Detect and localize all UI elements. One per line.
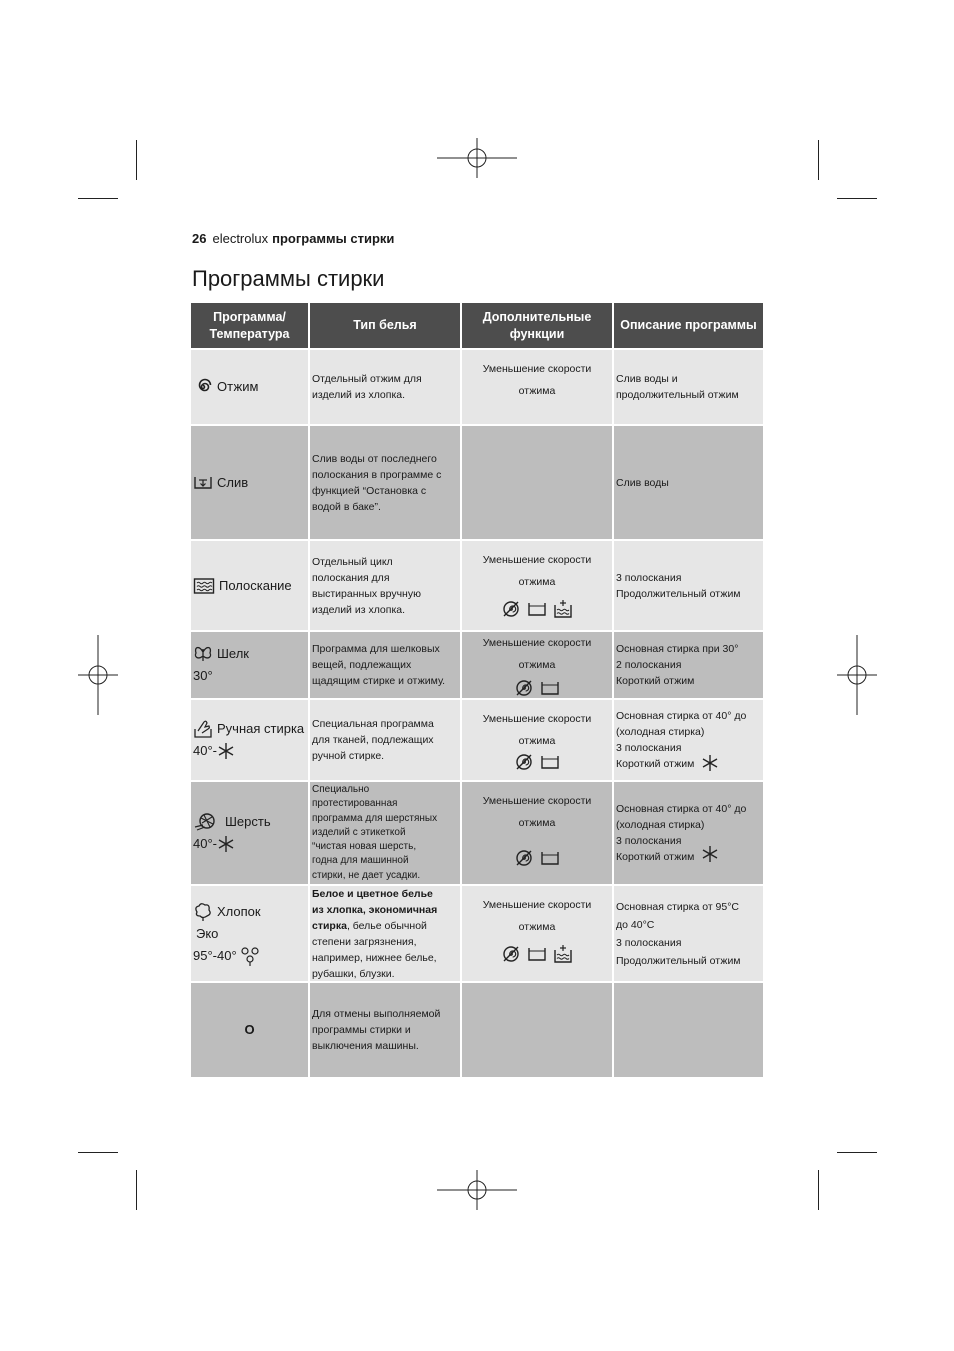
page-number: 26 — [192, 231, 207, 246]
program-cell — [191, 541, 308, 630]
cold-wash-icon — [701, 845, 719, 863]
description-cell: Слив воды и продолжительный отжим — [614, 350, 763, 424]
crop-mark — [837, 1152, 877, 1153]
drain-icon — [193, 473, 213, 493]
program-name: Полоскание — [219, 577, 292, 593]
registration-mark-left — [78, 635, 118, 715]
crop-mark — [818, 140, 819, 180]
program-temperature: 30° — [193, 668, 213, 683]
table-row — [191, 886, 763, 981]
crop-mark — [136, 1170, 137, 1210]
program-cell — [191, 700, 308, 780]
crop-mark — [818, 1170, 819, 1210]
program-subtitle: Эко — [196, 925, 219, 941]
functions-cell: Уменьшение скорости отжима — [462, 541, 612, 630]
cotton-flower-icon — [193, 902, 213, 922]
cold-wash-icon — [217, 835, 235, 853]
functions-cell: Уменьшение скорости отжима — [462, 700, 612, 780]
laundry-type-cell: Отдельный цикл полоскания для выстиранных вручную изделий из хлопка. — [310, 541, 460, 630]
extra-rinse-icon — [553, 599, 573, 619]
eco-icon — [240, 946, 260, 966]
column-header-functions: Дополнительные функции — [462, 303, 612, 348]
program-name: Ручная стирка — [217, 721, 305, 736]
program-temperature: 40°- — [193, 743, 217, 758]
laundry-type-cell: Для отмены выполняемой программы стирки и выключения машины. — [310, 983, 460, 1077]
cold-wash-icon — [701, 754, 719, 772]
spin-reduction-icon — [501, 599, 521, 619]
program-temperature: 40°- — [193, 836, 217, 851]
crop-mark — [78, 198, 118, 199]
functions-cell: Уменьшение скорости отжима — [462, 632, 612, 698]
laundry-type-cell: Отдельный отжим для изделий из хлопка. — [310, 350, 460, 424]
table-row — [191, 983, 763, 1077]
program-temperature: 95°-40° — [193, 947, 237, 963]
table-row — [191, 541, 763, 630]
laundry-type-cell — [310, 886, 460, 981]
crop-mark — [78, 1152, 118, 1153]
laundry-type-cell: Специальная программа для тканей, подлежащих ручной стирке. — [310, 700, 460, 780]
program-name: Хлопок — [217, 903, 261, 919]
program-cell — [191, 782, 308, 884]
laundry-type-cell: Специально протестированная программа для шерстяных изделий с этикеткой “чистая новая шерсть, годна для машинной стирки, не дает усадки. — [310, 782, 460, 884]
program-name: Шелк — [217, 646, 249, 661]
laundry-type-cell: Программа для шелковых вещей, подлежащих щадящим стирке и отжиму. — [310, 632, 460, 698]
description-cell: Основная стирка при 30° 2 полоскания Короткий отжим — [614, 632, 763, 698]
description-cell: 3 полоскания Продолжительный отжим — [614, 541, 763, 630]
program-name: Отжим — [217, 379, 259, 394]
wool-yarn-icon — [193, 811, 221, 833]
crop-mark — [837, 198, 877, 199]
program-cell — [191, 426, 308, 539]
program-name: Шерсть — [225, 814, 271, 829]
crop-mark — [136, 140, 137, 180]
functions-cell — [462, 983, 612, 1077]
column-header-program: Программа/ Температура — [191, 303, 308, 348]
description-cell: Основная стирка от 40° до (холодная стирка) 3 полоскания Короткий отжим — [614, 700, 763, 780]
brand-name: electrolux — [212, 231, 269, 246]
hand-wash-icon — [193, 719, 213, 739]
description-cell: Слив воды — [614, 426, 763, 539]
column-header-description: Описание программы — [614, 303, 763, 348]
functions-cell: Уменьшение скорости отжима — [462, 350, 612, 424]
rinse-icon — [193, 576, 215, 596]
description-cell: Основная стирка от 95°C до 40°C 3 полоскания Продолжительный отжим — [614, 886, 763, 981]
rinse-hold-icon — [540, 752, 560, 772]
page-title: Программы стирки — [192, 266, 385, 291]
laundry-type-bold: Белое и цветное белье из хлопка, экономичная стирка — [312, 887, 438, 932]
extra-rinse-icon — [553, 944, 573, 964]
program-name: O — [244, 1022, 255, 1037]
laundry-type-text: , белье обычной степени загрязнения, например, нижнее белье, рубашки, блузки. — [312, 919, 437, 980]
spin-icon — [193, 377, 213, 397]
laundry-type-cell: Слив воды от последнего полоскания в программе с функцией “Остановка с водой в баке”. — [310, 426, 460, 539]
spin-reduction-icon — [514, 678, 534, 698]
program-cell — [191, 886, 308, 981]
table-header-row — [191, 303, 763, 348]
functions-cell: Уменьшение скорости отжима — [462, 782, 612, 884]
functions-cell — [462, 426, 612, 539]
table-row — [191, 632, 763, 698]
table-row — [191, 350, 763, 424]
rinse-hold-icon — [540, 848, 560, 868]
registration-mark-bottom — [437, 1170, 517, 1210]
spin-reduction-icon — [514, 848, 534, 868]
description-cell: Основная стирка от 40° до (холодная стирка) 3 полоскания Короткий отжим — [614, 782, 763, 884]
description-cell — [614, 983, 763, 1077]
column-header-type: Тип белья — [310, 303, 460, 348]
section-name: программы стирки — [272, 231, 395, 246]
table-row — [191, 700, 763, 780]
rinse-hold-icon — [527, 944, 547, 964]
rinse-hold-icon — [527, 599, 547, 619]
program-cell — [191, 632, 308, 698]
program-cell — [191, 350, 308, 424]
table-row — [191, 782, 763, 884]
running-header — [192, 231, 394, 246]
spin-reduction-icon — [501, 944, 521, 964]
cold-wash-icon — [217, 742, 235, 760]
program-name: Слив — [217, 474, 249, 490]
silk-butterfly-icon — [193, 644, 213, 664]
table-row — [191, 426, 763, 539]
spin-reduction-icon — [514, 752, 534, 772]
program-cell — [191, 983, 308, 1077]
rinse-hold-icon — [540, 678, 560, 698]
registration-mark-top — [437, 138, 517, 178]
registration-mark-right — [837, 635, 877, 715]
functions-cell: Уменьшение скорости отжима — [462, 886, 612, 981]
